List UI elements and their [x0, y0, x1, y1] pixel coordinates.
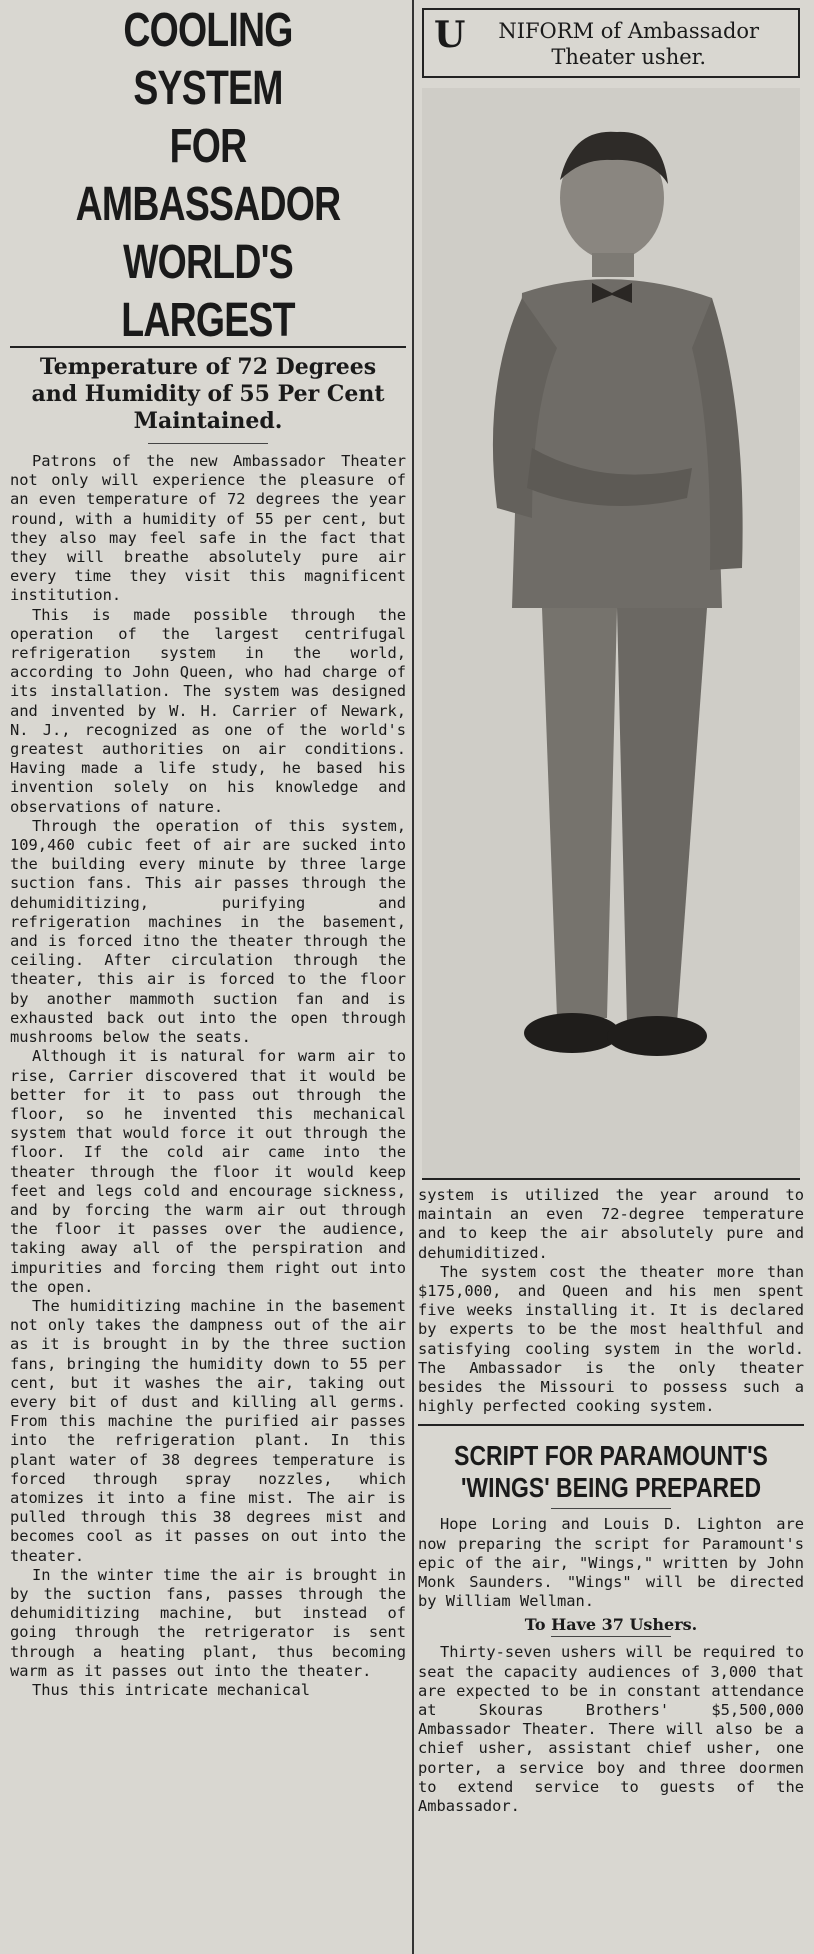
continued-paragraph-1: system is utilized the year around to maintain an even 72-degree temperature and to keep the air absolutely pure and dehumiditized.: [418, 1186, 804, 1262]
headline-line-1: COOLING SYSTEM: [123, 4, 293, 115]
paragraph-2: This is made possible through the operation of the largest centrifugal refrigeration system in the world, according to John Queen, who had charge of its installation. The system was designed and invented by W. H. Carrier of Newark, N. J., recognized as one of the world's greatest authorities on air conditions. Having made a life study, he based his invention solely on his knowledge and observations of nature.: [10, 605, 406, 816]
paragraph-6: In the winter time the air is brought in by the suction fans, passes through the dehumiditizing machine, but instead of going through the retrigerator is sent through a heating plant, thus becoming warm as it passes out into the theater.: [10, 1565, 406, 1680]
continued-paragraph-2: The system cost the theater more than $175,000, and Queen and his men spent five weeks installing it. It is declared by experts to be the most healthful and satisfying cooling system in the world. The Ambassador is the only theater besides the Missouri to possess such a highly perfected cooking system.: [418, 1262, 804, 1416]
paragraph-4: Although it is natural for warm air to rise, Carrier discovered that it would be better for it to pass out through the floor, so he invented this mechanical system that would force it out through the floor. If the cold air came into the theater through the floor it would keep feet and legs cold and encourage sickness, and by forcing the warm air out through the floor it passes over the audience, taking away all of the perspiration and impurities and forcing them right out into the open.: [10, 1047, 406, 1296]
paragraph-5: The humiditizing machine in the basement not only takes the dampness out of the air as it is brought in by the three suction fans, bringing the humidity down to 55 per cent, but it washes the air, taking out every bit of dust and killing all germs. From this machine the purified air passes into the refrigeration plant. In this plant water of 38 degrees temperature is forced through spray nozzles, which atomizes it into a fine mist. The air is pulled through this 38 degrees mist and becomes cool as it passes on out into the theater.: [10, 1296, 406, 1565]
paragraph-7: Thus this intricate mechanical: [32, 1681, 310, 1699]
ushers-article: [418, 1643, 804, 1816]
wings-headline-line-2: 'WINGS' BEING PREPARED: [460, 1472, 762, 1504]
wings-article: [418, 1515, 804, 1611]
ushers-paragraph: Thirty-seven ushers will be required to seat the capacity audiences of 3,000 that are expected to be in constant attendance at Skouras Brothers' $5,500,000 Ambassador Theater. There will also be a chief usher, assistant chief usher, one porter, a service boy and three doormen to extend service to guests of the Ambassador.: [418, 1643, 804, 1816]
paragraph-3: Through the operation of this system, 109,460 cubic feet of air are sucked into the building every minute by three large suction fans. This air passes through the dehumiditizing, purifying and refrigeration machines in the basement, and is forced itno the theater through the ceiling. After circulation through the theater, this air is forced to the floor by another mammoth suction fan and is exhausted back out into the open through mushrooms below the seats.: [10, 816, 406, 1047]
ushers-rule: [551, 1636, 671, 1637]
left-column: [10, 0, 406, 1700]
wings-paragraph: Hope Loring and Louis D. Lighton are now preparing the script for Paramount's epic of the air, "Wings," written by John Monk Saunders. "Wings" will be directed by William Wellman.: [418, 1515, 804, 1611]
wings-rule: [551, 1508, 671, 1509]
wings-headline-line-1: SCRIPT FOR PARAMOUNT'S: [454, 1440, 768, 1472]
caption-dropcap: U: [434, 14, 466, 56]
caption-text: NIFORM of Ambassador Theater usher.: [498, 19, 760, 69]
section-rule: [418, 1424, 804, 1426]
article-body: [10, 452, 406, 1700]
usher-photo: [422, 88, 800, 1180]
paragraph-1: Patrons of the new Ambassador Theater not only will experience the pleasure of an even temperature of 72 degrees the year round, with a humidity of 55 per cent, but they also may feel safe in the fact that they will breathe absolutely pure air every time they visit this magnificent institution.: [10, 452, 406, 605]
photo-caption: [422, 8, 800, 78]
right-column: [418, 0, 804, 1816]
continued-article: [418, 1186, 804, 1416]
ushers-subhead: To Have 37 Ushers.: [524, 1615, 698, 1635]
main-headline: [54, 2, 363, 350]
wings-headline: [453, 1440, 770, 1504]
subheadline: Temperature of 72 Degrees and Humidity of 55 Per Cent Maintained.: [31, 354, 385, 434]
headline-line-2: FOR AMBASSADOR: [75, 120, 341, 231]
subhead-rule: [148, 443, 268, 444]
usher-figure-illustration: [422, 88, 800, 1178]
column-divider: [412, 0, 414, 1954]
headline-line-3: WORLD'S LARGEST: [121, 236, 295, 347]
